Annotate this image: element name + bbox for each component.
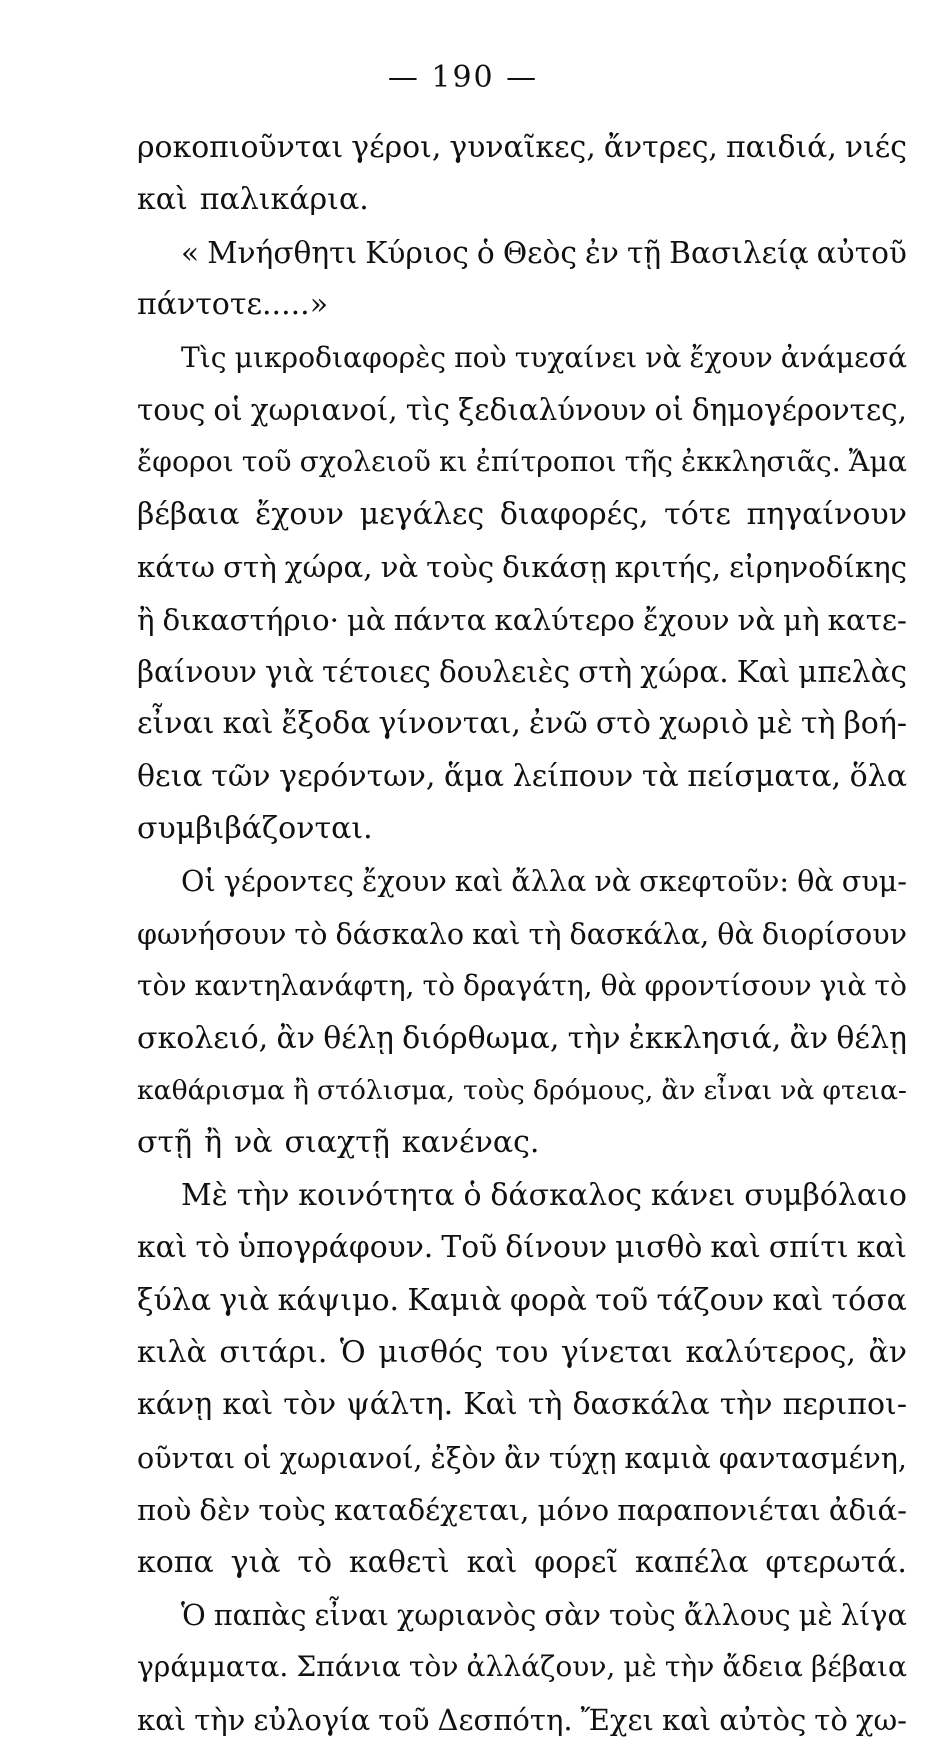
text-line: κάτω στὴ χώρα, νὰ τοὺς δικάσῃ κριτής, εἰρηνοδίκης	[137, 550, 907, 585]
text-line: τὸν καντηλανάφτη, τὸ δραγάτη, θὰ φροντίσουν γιὰ τὸ	[137, 969, 907, 1003]
text-line: καθάρισμα ἢ στόλισμα, τοὺς δρόμους, ἂν εἶναι νὰ φτεια-	[137, 1075, 907, 1107]
text-line: βαίνουν γιὰ τέτοιες δουλειὲς στὴ χώρα. Καὶ μπελὰς	[137, 654, 907, 689]
body-text	[137, 122, 907, 1746]
page-number: — 190 —	[387, 60, 539, 95]
text-line: ἢ δικαστήριο· μὰ πάντα καλύτερο ἔχουν νὰ μὴ κατε-	[137, 602, 907, 637]
text-line: οῦνται οἱ χωριανοί, ἐξὸν ἂν τύχῃ καμιὰ φαντασμένη,	[137, 1440, 907, 1475]
text-line: βέβαια ἔχουν μεγάλες διαφορές, τότε πηγαίνουν	[137, 496, 907, 532]
text-line: καὶ παλικάρια.	[137, 182, 369, 218]
text-line: Ὁ παπὰς εἶναι χωριανὸς σὰν τοὺς ἄλλους μὲ λίγα	[181, 1597, 907, 1632]
text-line: καὶ τὴν εὐλογία τοῦ Δεσπότη. Ἔχει καὶ αὐτὸς τὸ χω-	[137, 1702, 907, 1737]
text-line: ξύλα γιὰ κάψιμο. Καμιὰ φορὰ τοῦ τάζουν καὶ τόσα	[137, 1282, 907, 1318]
text-line: ροκοπιοῦνται γέροι, γυναῖκες, ἄντρες, παιδιά, νιές	[137, 130, 907, 165]
text-line: πάντοτε.....»	[137, 287, 329, 323]
text-line: ποὺ δὲν τοὺς καταδέχεται, μόνο παραπονιέται ἀδιά-	[137, 1493, 907, 1528]
text-line: τους οἱ χωριανοί, τὶς ξεδιαλύνουν οἱ δημογέροντες,	[137, 392, 907, 427]
text-line: συμβιβάζονται.	[137, 811, 373, 847]
text-line: κιλὰ σιτάρι. Ὁ μισθός του γίνεται καλύτερος, ἂν	[137, 1334, 907, 1370]
text-line: εἶναι καὶ ἔξοδα γίνονται, ἐνῶ στὸ χωριὸ μὲ τὴ βοή-	[137, 706, 907, 742]
text-line: καὶ τὸ ὑπογράφουν. Τοῦ δίνουν μισθὸ καὶ σπίτι καὶ	[137, 1230, 907, 1266]
text-line: ἔφοροι τοῦ σχολειοῦ κι ἐπίτροποι τῆς ἐκκλησιᾶς. Ἄμα	[137, 445, 907, 479]
text-line: γράμματα. Σπάνια τὸν ἀλλάζουν, μὲ τὴν ἄδεια βέβαια	[137, 1650, 907, 1684]
text-line: Τὶς μικροδιαφορὲς ποὺ τυχαίνει νὰ ἔχουν ἀνάμεσά	[181, 340, 907, 374]
text-line: Οἱ γέροντες ἔχουν καὶ ἄλλα νὰ σκεφτοῦν: θὰ συμ-	[181, 864, 907, 899]
text-line: θεια τῶν γερόντων, ἅμα λείπουν τὰ πείσματα, ὅλα	[137, 758, 907, 794]
text-line: σκολειό, ἂν θέλῃ διόρθωμα, τὴν ἐκκλησιά, ἂν θέλῃ	[137, 1020, 907, 1056]
text-line: Μὲ τὴν κοινότητα ὁ δάσκαλος κάνει συμβόλαιο	[181, 1177, 907, 1213]
text-line: κοπα γιὰ τὸ καθετὶ καὶ φορεῖ καπέλα φτερωτά.	[137, 1544, 907, 1580]
text-line: φωνήσουν τὸ δάσκαλο καὶ τὴ δασκάλα, θὰ διορίσουν	[137, 916, 907, 951]
text-line: στῇ ἢ νὰ σιαχτῇ κανένας.	[137, 1125, 540, 1161]
text-line: κάνῃ καὶ τὸν ψάλτη. Καὶ τὴ δασκάλα τὴν περιποι-	[137, 1387, 907, 1423]
text-line: « Μνήσθητι Κύριος ὁ Θεὸς ἐν τῇ Βασιλείᾳ αὐτοῦ	[181, 234, 907, 270]
